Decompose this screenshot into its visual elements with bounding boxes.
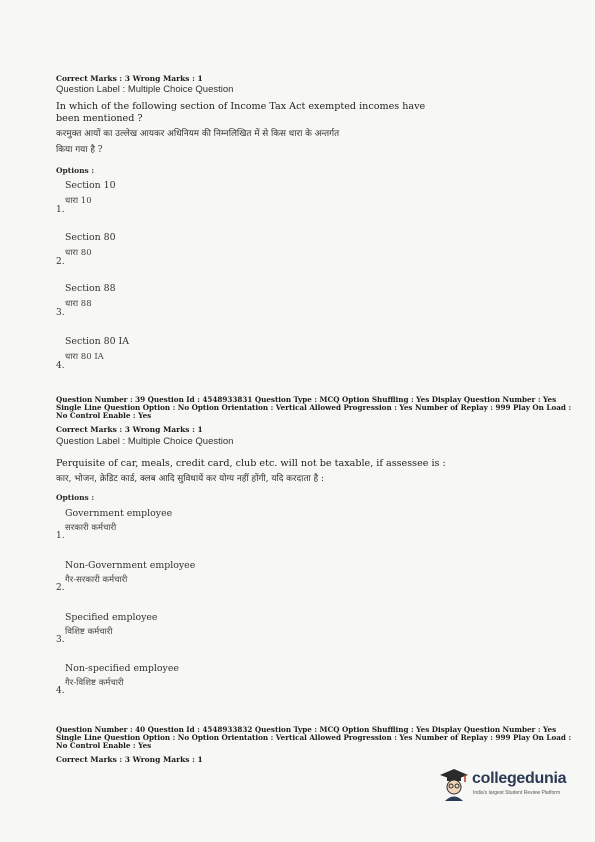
option-number: 4. [56, 686, 65, 696]
option-number: 1. [56, 531, 65, 541]
option-text-hi: धारा 10 [65, 196, 92, 206]
q38-text-line2: been mentioned ? [56, 113, 143, 124]
option-number: 3. [56, 635, 65, 645]
option-text-en: Section 80 IA [65, 336, 130, 347]
logo-wordmark: collegedunia [472, 770, 567, 787]
q38-hindi-line2: किया गया है ? [56, 145, 103, 155]
q39-label: Question Label : Multiple Choice Question [56, 436, 234, 447]
collegedunia-logo [438, 766, 583, 806]
q40-marks: Correct Marks : 3 Wrong Marks : 1 [56, 755, 203, 764]
option-text-en: Specified employee [65, 612, 158, 623]
option-number: 4. [56, 361, 65, 371]
q40-meta-line3: No Control Enable : Yes [56, 741, 152, 750]
q39-meta-line2: Single Line Question Option : No Option Orientation : Vertical Allowed Progression : Yes Number of Replay : 999 Play On Load : [56, 403, 572, 412]
option-number: 3. [56, 308, 65, 318]
option-text-hi: गैर-सरकारी कर्मचारी [65, 575, 128, 585]
q38-label: Question Label : Multiple Choice Question [56, 84, 234, 95]
q38-text-line1: In which of the following section of Income Tax Act exempted incomes have [56, 101, 426, 112]
q39-meta-line3: No Control Enable : Yes [56, 411, 152, 420]
option-text-hi: धारा 80 [65, 248, 92, 258]
q40-meta-line2: Single Line Question Option : No Option Orientation : Vertical Allowed Progression : Yes Number of Replay : 999 Play On Load : [56, 733, 572, 742]
option-text-en: Non-Government employee [65, 560, 196, 571]
option-text-hi: गैर-विशिष्ट कर्मचारी [65, 678, 124, 688]
q38-options-heading: Options : [56, 166, 95, 175]
option-text-hi: धारा 80 IA [65, 352, 104, 362]
q39-meta-line1: Question Number : 39 Question Id : 4548933831 Question Type : MCQ Option Shuffling : Yes Display Question Number : Yes [56, 395, 557, 404]
q38-hindi-line1: करमुक्त आयों का उल्लेख आयकर अधिनियम की निम्नलिखित में से किस धारा के अन्तर्गत [56, 129, 340, 139]
option-text-en: Government employee [65, 508, 173, 519]
option-text-en: Non-specified employee [65, 663, 179, 674]
option-text-en: Section 88 [65, 283, 116, 294]
q39-hindi-line1: कार, भोजन, क्रेडिट कार्ड, क्लब आदि सुविधायें कर योग्य नहीं होंगी, यदि करदाता है : [56, 474, 324, 484]
option-number: 2. [56, 583, 65, 593]
q40-meta-line1: Question Number : 40 Question Id : 4548933832 Question Type : MCQ Option Shuffling : Yes Display Question Number : Yes [56, 725, 557, 734]
q39-marks: Correct Marks : 3 Wrong Marks : 1 [56, 425, 203, 434]
option-text-en: Section 10 [65, 180, 116, 191]
option-text-hi: सरकारी कर्मचारी [65, 523, 117, 533]
option-number: 2. [56, 257, 65, 267]
option-text-hi: धारा 88 [65, 299, 92, 309]
option-number: 1. [56, 205, 65, 215]
q39-options-heading: Options : [56, 493, 95, 502]
q38-marks: Correct Marks : 3 Wrong Marks : 1 [56, 74, 203, 83]
option-text-en: Section 80 [65, 232, 116, 243]
logo-tagline: India's largest Student Review Platform [473, 790, 561, 796]
graduate-icon [438, 766, 470, 802]
q39-text-line1: Perquisite of car, meals, credit card, club etc. will not be taxable, if assessee is : [56, 458, 446, 469]
option-text-hi: विशिष्ट कर्मचारी [65, 627, 113, 637]
